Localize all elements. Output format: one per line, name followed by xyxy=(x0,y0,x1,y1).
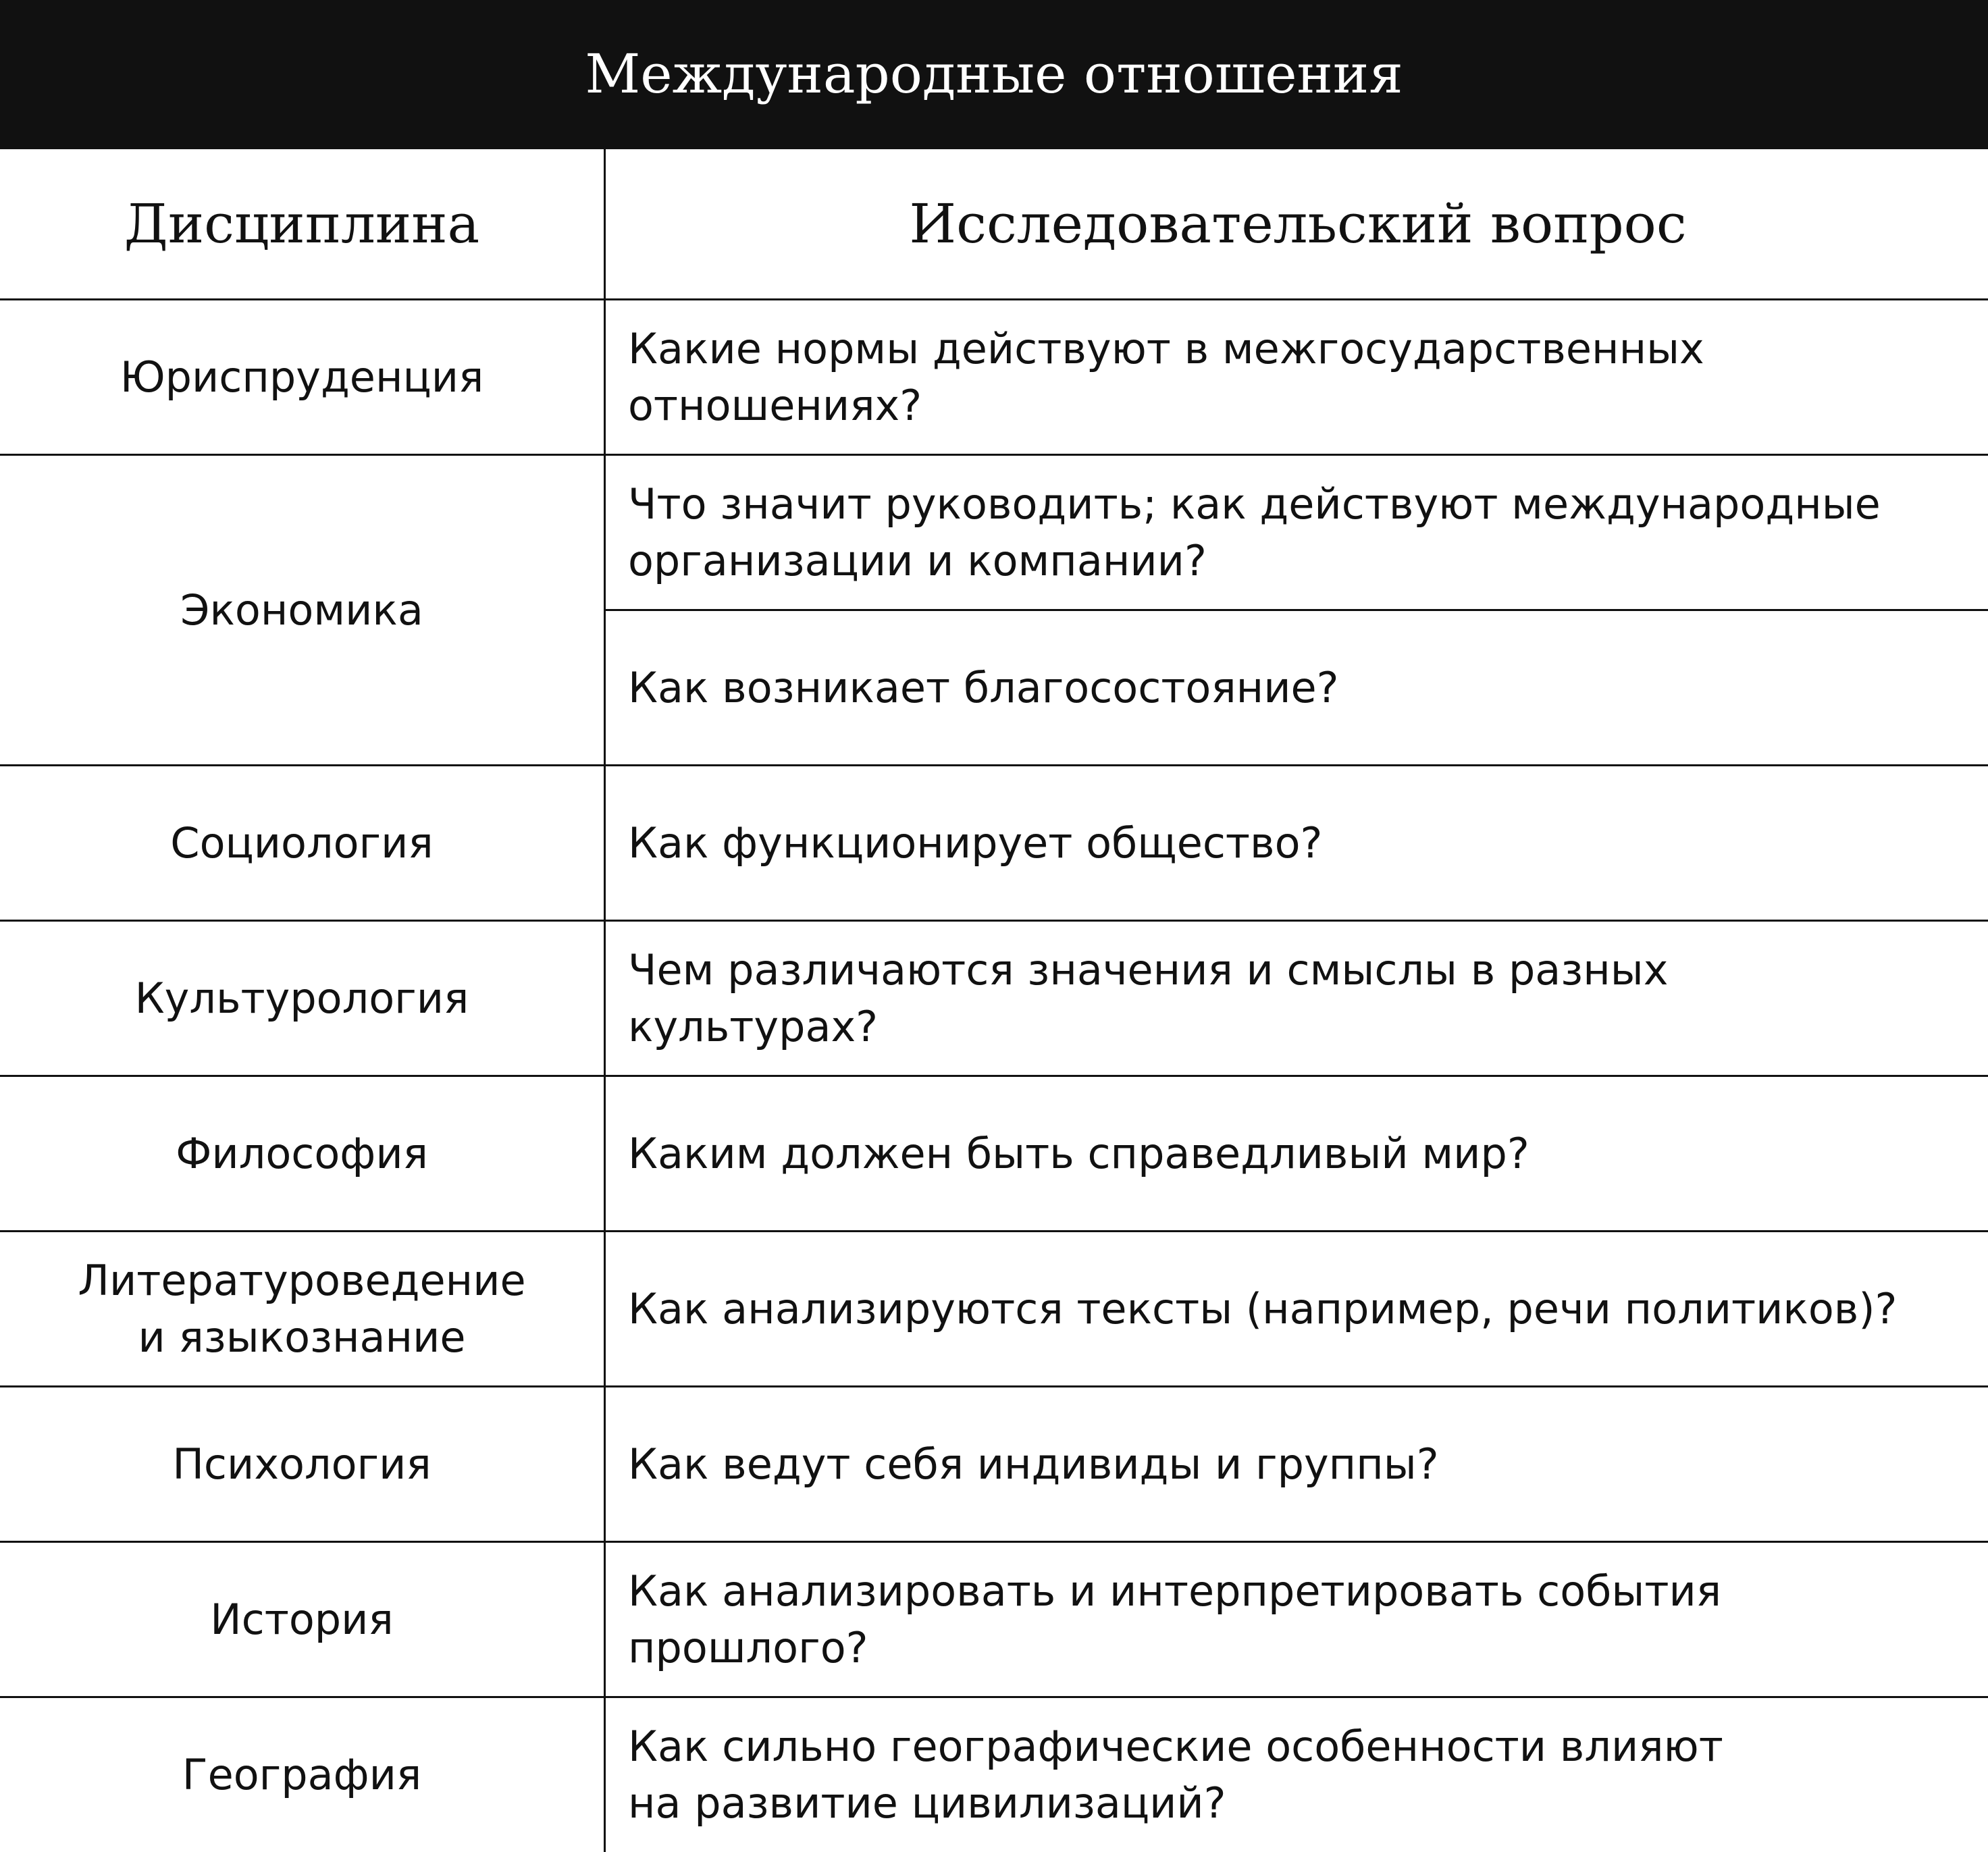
discipline-cell-history: История xyxy=(0,1543,606,1698)
discipline-cell-psychology: Психология xyxy=(0,1387,606,1543)
question-cell-psychology: Как ведут себя индивиды и группы? xyxy=(606,1387,1988,1543)
question-cell-economics-2: Как возникает благосостояние? xyxy=(606,611,1988,766)
question-cell-sociology: Как функционирует общество? xyxy=(606,766,1988,922)
column-header-discipline: Дисциплина xyxy=(0,149,606,300)
discipline-cell-sociology: Социология xyxy=(0,766,606,922)
discipline-cell-linguistics: Литературоведение и языкознание xyxy=(0,1232,606,1387)
discipline-cell-law: Юриспруденция xyxy=(0,300,606,456)
question-cell-geography: Как сильно географические особенности влияют на развитие цивилизаций? xyxy=(628,1722,1723,1828)
discipline-cell-cultural-studies: Культурология xyxy=(0,922,606,1077)
question-cell-economics-1: Что значит руководить; как действуют международные организации и компании? xyxy=(606,456,1988,611)
question-cell-history: Как анализировать и интерпретировать события прошлого? xyxy=(606,1543,1988,1698)
question-cell-philosophy: Каким должен быть справедливый мир? xyxy=(606,1077,1988,1232)
question-cell-linguistics: Как анализируются тексты (например, речи политиков)? xyxy=(606,1232,1988,1387)
discipline-cell-economics: Экономика xyxy=(0,456,606,766)
table-title xyxy=(0,0,1988,147)
column-header-question: Исследовательский вопрос xyxy=(606,149,1988,300)
question-cell-law: Какие нормы действуют в межгосударственных отношениях? xyxy=(606,300,1988,456)
disciplines-table xyxy=(0,147,1988,1850)
discipline-cell-geography: География xyxy=(0,1698,606,1852)
table-title-text: Международные отношения xyxy=(585,42,1403,105)
question-cell-cultural-studies: Чем различаются значения и смыслы в разных культурах? xyxy=(606,922,1988,1077)
discipline-cell-philosophy: Философия xyxy=(0,1077,606,1232)
